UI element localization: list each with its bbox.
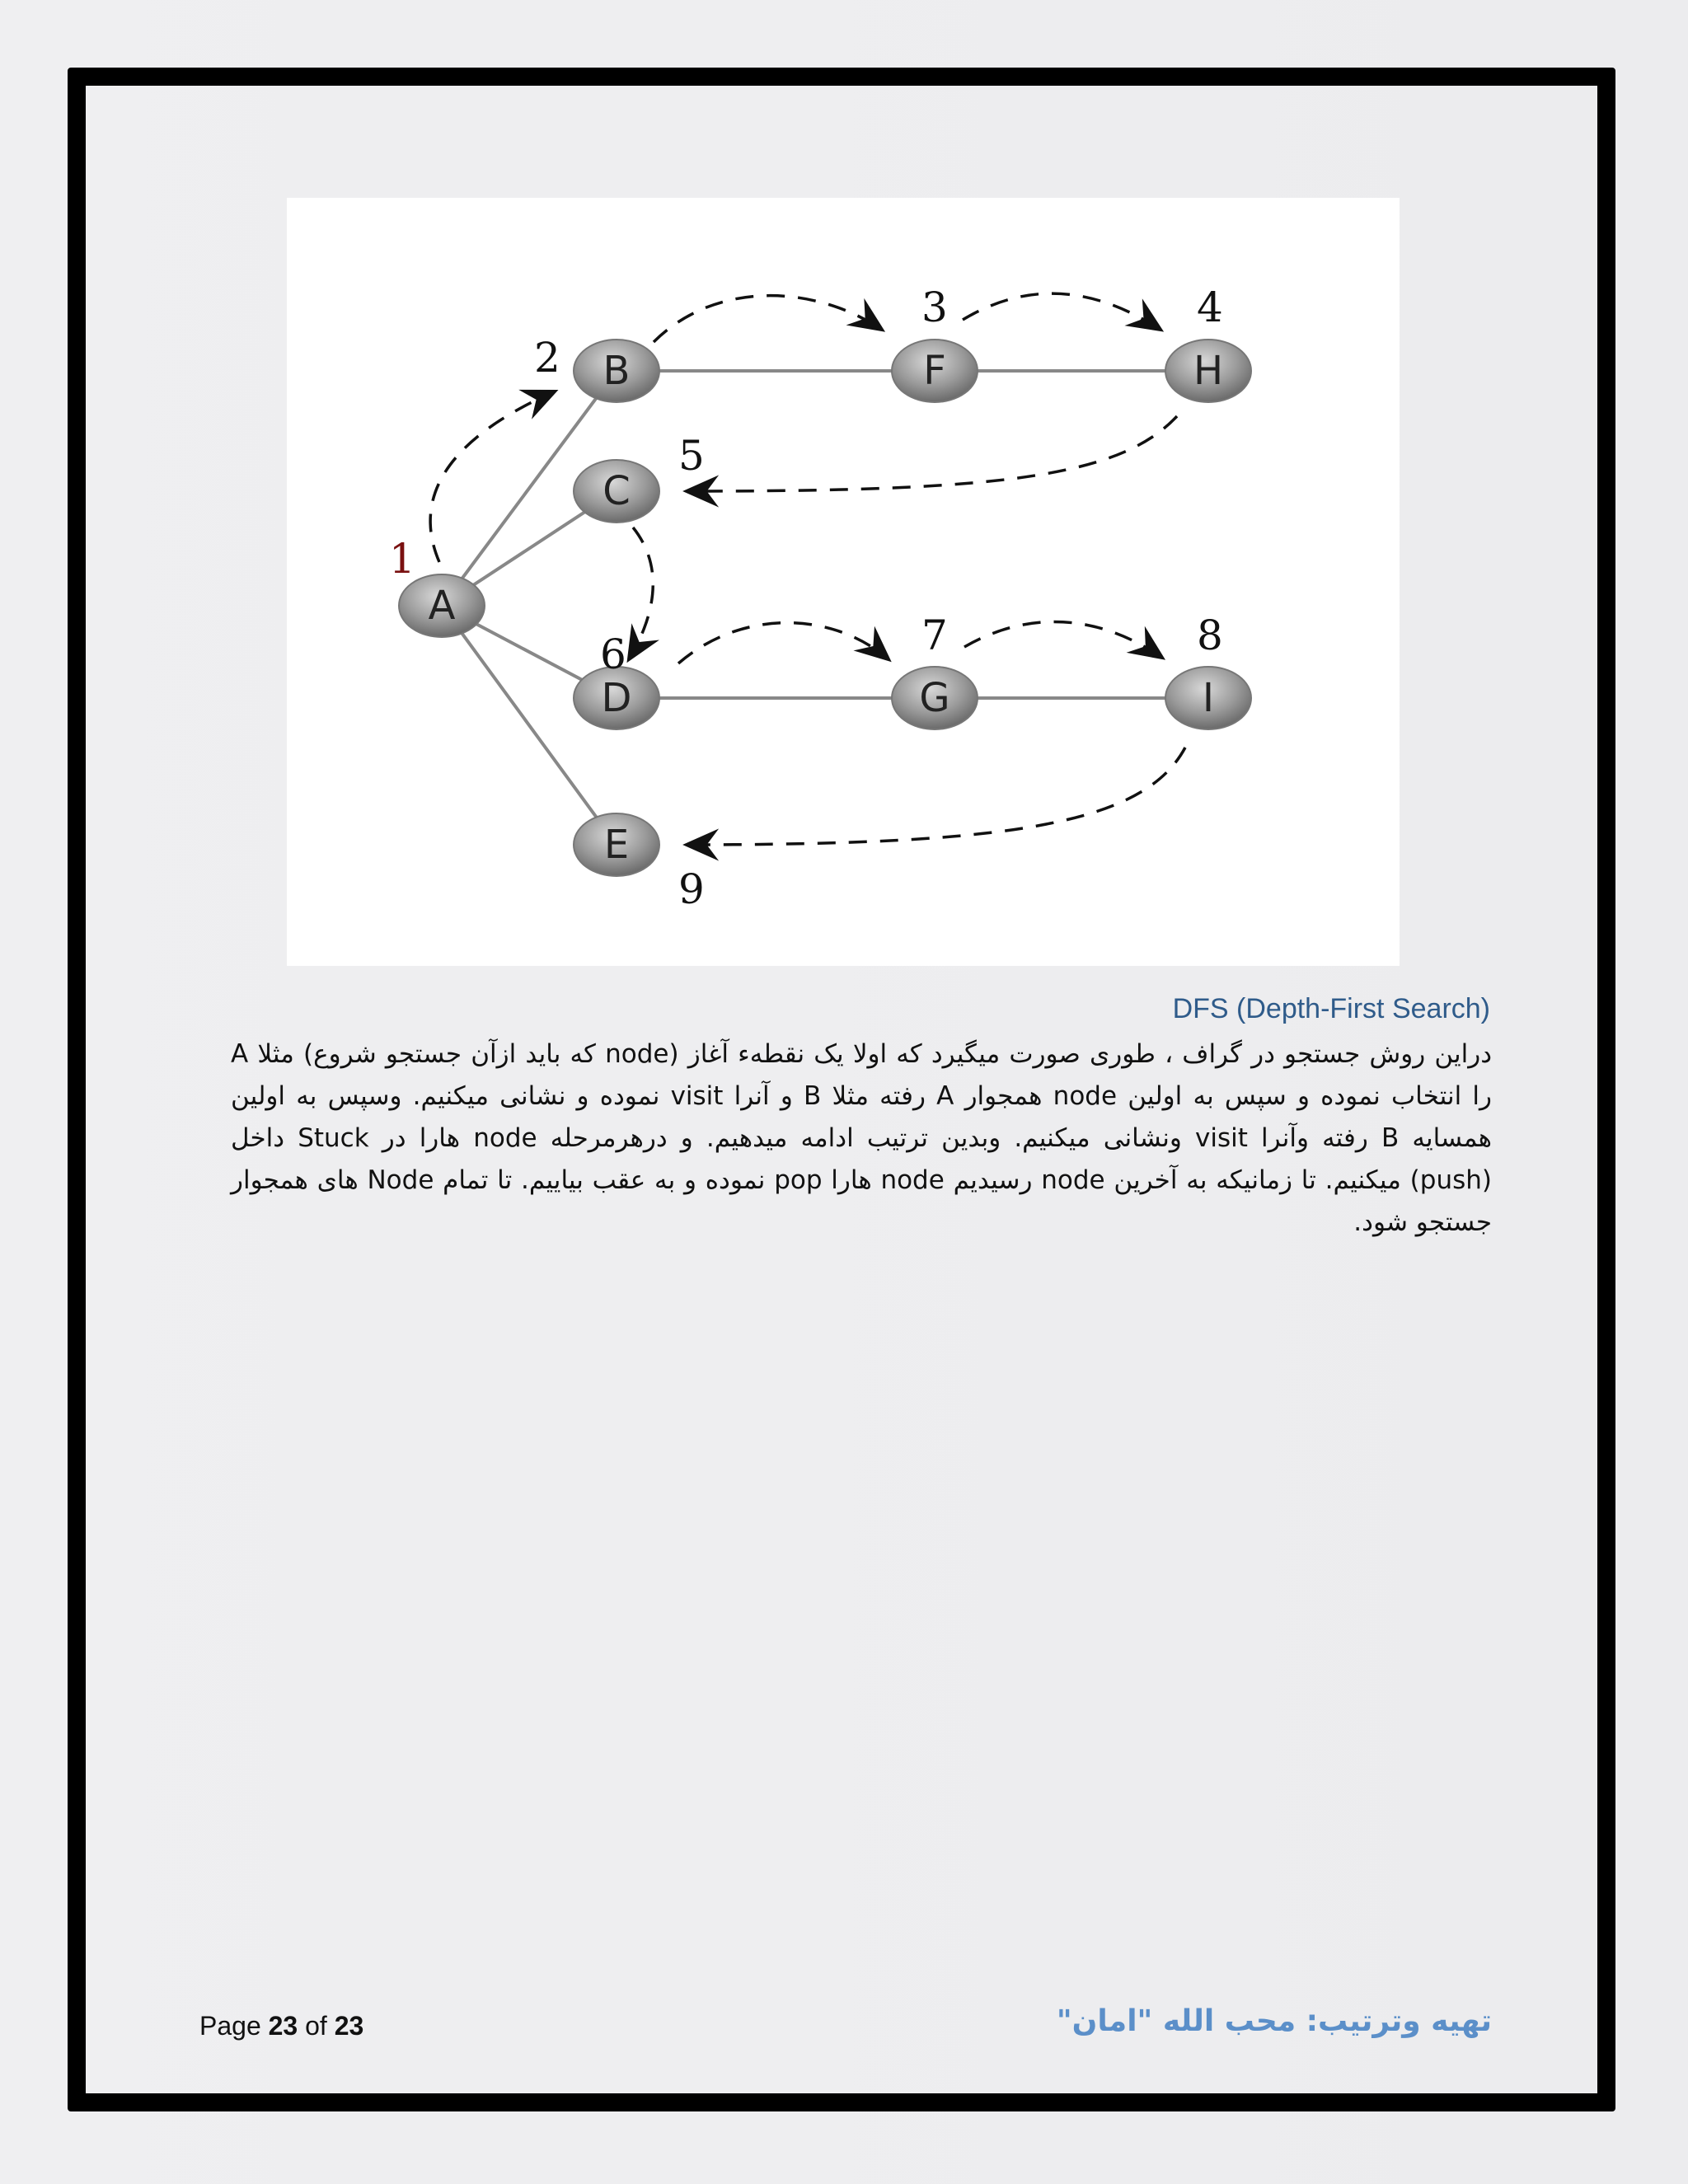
visit-order-H: 4 [1197,284,1223,331]
visit-order-I: 8 [1197,612,1223,659]
node-label-H: H [1193,348,1224,394]
visit-order-F: 3 [921,284,948,331]
graph-edge-A-E [442,606,617,845]
traversal-arrow-H-C [687,416,1177,491]
author-credit: تهیه وترتیب: محب الله "امان" [1056,2004,1492,2038]
visit-order-G: 7 [921,612,948,659]
visit-order-A: 1 [389,535,415,583]
visit-order-C: 5 [678,432,705,480]
node-label-C: C [603,468,631,514]
graph-node-B [574,340,659,402]
of-word: of [305,2011,327,2041]
node-label-I: I [1202,675,1215,721]
graph-node-E [574,813,659,876]
dfs-graph-figure [287,198,1400,966]
node-label-F: F [923,348,946,394]
graph-node-A [399,574,485,637]
page-current: 23 [268,2011,298,2041]
graph-node-C [574,460,659,523]
visit-order-B: 2 [534,334,560,382]
description-paragraph [231,1033,1492,1244]
graph-node-H [1165,340,1251,402]
traversal-arrow-C-D [629,527,653,659]
page-number [199,2011,363,2041]
page-word: Page [199,2011,261,2041]
traversal-arrow-I-E [687,748,1185,845]
graph-node-I [1165,667,1251,729]
node-label-G: G [919,675,950,721]
traversal-arrow-D-G [678,623,889,663]
section-heading: DFS (Depth-First Search) [1172,993,1490,1024]
dfs-graph [287,198,1400,966]
node-label-B: B [603,348,631,394]
page-total: 23 [334,2011,364,2041]
traversal-arrow-G-I [964,621,1162,658]
paragraph-text: دراین روش جستجو در گراف ، طوری صورت میگیرد که اولا یک نقطهء آغاز (node که باید ازآن جستجو شروع) مثلا A را انتخاب نموده و سپس به اولین node همجوار A رفته مثلا B و آنرا visit نموده و نشانی میکنیم. وسپس به اولین همسایه B رفته وآنرا visit ونشانی میکنیم. وبدین ترتیب ادامه میدهیم. و درهرمرحله node هارا در Stuck داخل (push) میکنیم. تا زمانیکه به آخرین node رسیدیم node هارا pop نموده و به عقب بیاییم. تا تمام Node های همجوار جستجو شود. [231,1039,1493,1237]
node-label-E: E [603,822,630,868]
visit-order-D: 6 [600,630,626,678]
graph-node-F [892,340,978,402]
node-label-A: A [428,583,456,629]
traversal-arrow-B-F [654,296,882,342]
graph-node-G [892,667,978,729]
node-label-D: D [601,675,632,721]
visit-order-E: 9 [678,865,705,913]
traversal-arrow-F-H [963,293,1160,330]
